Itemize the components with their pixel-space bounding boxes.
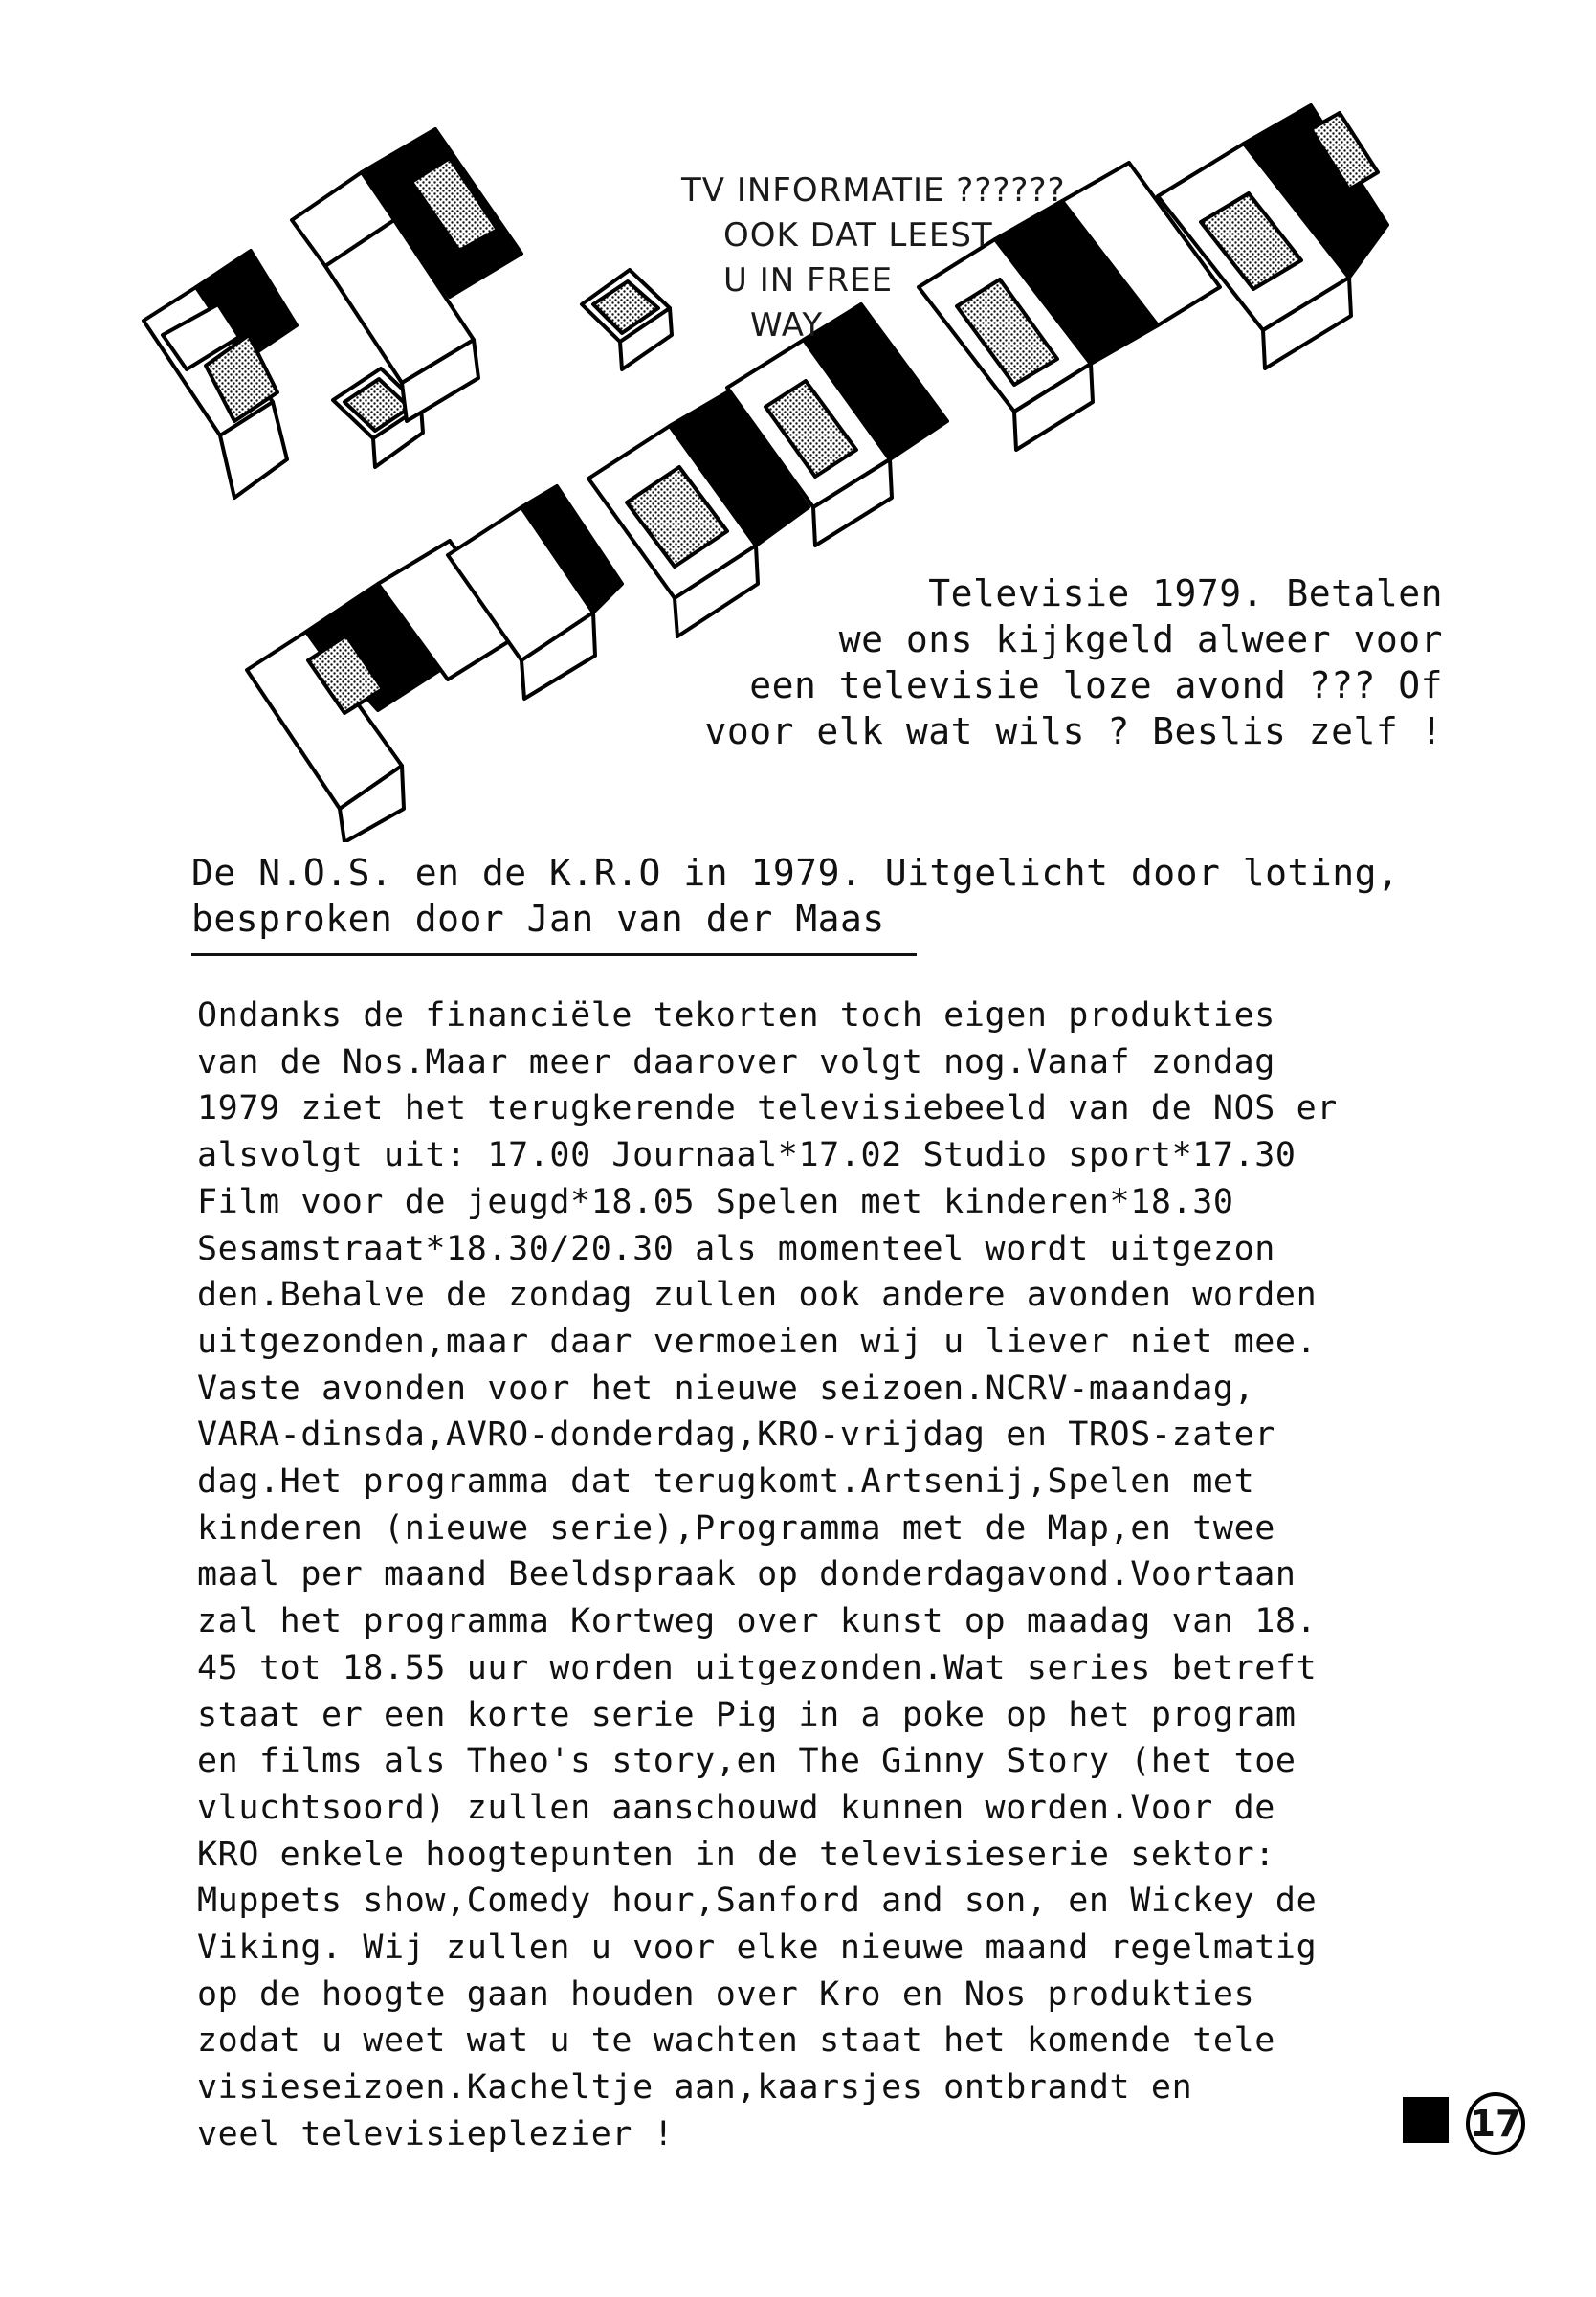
body-line: den.Behalve de zondag zullen ook andere avonden worden [197, 1276, 1318, 1315]
body-line: staat er een korte serie Pig in a poke op het program [197, 1695, 1297, 1734]
body-line: Muppets show,Comedy hour,Sanford and son, en Wickey de [197, 1882, 1318, 1921]
logo-letter-i [448, 486, 622, 699]
intro-paragraph [705, 570, 1443, 754]
tv-information-note [681, 168, 1066, 348]
intro-line: Televisie 1979. Betalen [928, 572, 1443, 614]
intro-line: voor elk wat wils ? Beslis zelf ! [704, 710, 1443, 752]
body-line: KRO enkele hoogtepunten in de televisieserie sektor: [197, 1835, 1275, 1874]
logo-letter-s [1158, 105, 1387, 368]
body-line: Film voor de jeugd*18.05 Spelen met kinderen*18.30 [197, 1182, 1234, 1221]
body-line: veel televisieplezier ! [197, 2114, 675, 2153]
body-line: visieseizoen.Kacheltje aan,kaarsjes ontbrandt en [197, 2068, 1193, 2107]
body-line: zal het programma Kortweg over kunst op maadag van 18. [197, 1602, 1318, 1641]
note-line: TV INFORMATIE ?????? [681, 171, 1066, 210]
lead-line: De N.O.S. en de K.R.O in 1979. Uitgelicht door loting, [191, 852, 1400, 894]
body-line: Sesamstraat*18.30/20.30 als momenteel wordt uitgezon [197, 1229, 1275, 1268]
body-line: 45 tot 18.55 uur worden uitgezonden.Wat series betreft [197, 1648, 1318, 1687]
body-line: op de hoogte gaan houden over Kro en Nos produkties [197, 1974, 1255, 2014]
lead-byline: besproken door Jan van der Maas [191, 898, 885, 940]
byline-underline [191, 953, 917, 956]
body-line: vluchtsoord) zullen aanschouwd kunnen worden.Voor de [197, 1788, 1275, 1827]
body-line: alsvolgt uit: 17.00 Journaal*17.02 Studio sport*17.30 [197, 1136, 1297, 1175]
logo-dot-2 [582, 270, 672, 369]
page-number: 17 [1466, 2092, 1525, 2155]
body-line: en films als Theo's story,en The Ginny Story (het toe [197, 1742, 1297, 1781]
body-line: maal per maand Beeldspraak op donderdagavond.Voortaan [197, 1555, 1297, 1595]
body-line: Ondanks de financiële tekorten toch eigen produkties [197, 996, 1275, 1035]
note-line: U IN FREE [723, 261, 894, 300]
logo-letter-v [292, 129, 521, 421]
body-line: 1979 ziet het terugkerende televisiebeeld van de NOS er [197, 1089, 1338, 1128]
lead-heading [191, 850, 1399, 942]
body-line: Vaste avonden voor het nieuwe seizoen.NCRV-maandag, [197, 1369, 1255, 1408]
body-line: Viking. Wij zullen u voor elke nieuwe maand regelmatig [197, 1929, 1318, 1968]
body-line: kinderen (nieuwe serie),Programma met de Map,en twee [197, 1508, 1275, 1548]
intro-line: een televisie loze avond ??? Of [749, 664, 1443, 706]
body-line: dag.Het programma dat terugkomt.Artsenij,Spelen met [197, 1462, 1255, 1502]
body-line: VARA-dinsda,AVRO-donderdag,KRO-vrijdag en TROS-zater [197, 1416, 1275, 1455]
logo-letter-t [144, 251, 297, 498]
note-line: WAY [750, 306, 824, 345]
body-line: uitgezonden,maar daar vermoeien wij u liever niet mee. [197, 1322, 1318, 1361]
article-body [197, 992, 1338, 2158]
intro-line: we ons kijkgeld alweer voor [838, 618, 1443, 660]
body-line: van de Nos.Maar meer daarover volgt nog.Vanaf zondag [197, 1042, 1275, 1082]
body-line: zodat u weet wat u te wachten staat het komende tele [197, 2021, 1275, 2061]
black-square-marker [1403, 2097, 1449, 2143]
note-line: OOK DAT LEEST [723, 216, 993, 255]
